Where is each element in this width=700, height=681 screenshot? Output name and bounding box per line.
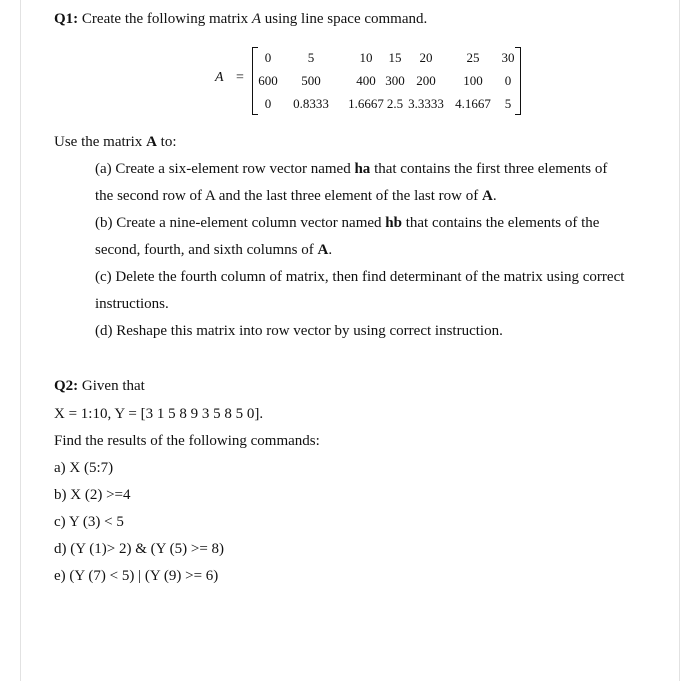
- matrix-cell: 100: [463, 73, 483, 88]
- use-suffix: to:: [160, 134, 177, 150]
- matrix-cell: 25: [466, 50, 480, 65]
- matrix-cell: 300: [385, 73, 405, 88]
- q2-item-d: d) (Y (1)> 2) & (Y (5) >= 8): [54, 541, 225, 557]
- part-c-line-2: instructions.: [95, 296, 169, 312]
- matrix-cell: 0: [264, 96, 272, 111]
- part-b-line-2: second, fourth, and sixth columns of A.: [95, 242, 333, 258]
- q2-heading: [54, 377, 145, 395]
- matrix-cell: 400: [356, 73, 376, 88]
- matrix-cell: 200: [416, 73, 436, 88]
- use-matrix-line: [54, 133, 177, 151]
- matrix-cell: 5: [504, 96, 512, 111]
- q2-given: X = 1:10, Y = [3 1 5 8 9 3 5 8 5 0].: [54, 406, 264, 422]
- q2-item-e: e) (Y (7) < 5) | (Y (9) >= 6): [54, 568, 219, 584]
- part-b-line-1: (b) Create a nine-element column vector named hb that contains the elements of the: [95, 215, 600, 231]
- use-prefix: Use the matrix: [54, 134, 143, 150]
- matrix-lhs: A: [215, 70, 224, 85]
- matrix-cell: 500: [301, 73, 321, 88]
- matrix-cell: 4.1667: [455, 96, 491, 111]
- q2-item-a: a) X (5:7): [54, 460, 114, 476]
- q1-heading: [54, 10, 427, 28]
- matrix-cell: 600: [258, 73, 278, 88]
- matrix-cell: 1.6667: [348, 96, 384, 111]
- matrix-cell: 0: [504, 73, 512, 88]
- part-d-line-1: (d) Reshape this matrix into row vector by using correct instruction.: [95, 323, 503, 339]
- q1-matrix-var: A: [251, 11, 262, 27]
- part-c-line-1: (c) Delete the fourth column of matrix, then find determinant of the matrix using correct: [95, 269, 625, 285]
- q2-find: Find the results of the following commands:: [54, 433, 320, 449]
- matrix-cell: 30: [501, 50, 515, 65]
- q2-item-b: b) X (2) >=4: [54, 487, 131, 503]
- matrix-equals: =: [236, 70, 244, 85]
- part-a-line-2: the second row of A and the last three element of the last row of A.: [95, 188, 497, 204]
- part-a-line-1: (a) Create a six-element row vector named ha that contains the first three elements of: [95, 161, 608, 177]
- matrix-cell: 2.5: [386, 96, 404, 111]
- matrix-cell: 0.8333: [293, 96, 329, 111]
- q1-text: Create the following matrix: [81, 11, 249, 27]
- q2-item-c: c) Y (3) < 5: [54, 514, 124, 530]
- document-page: [20, 0, 680, 681]
- matrix-cell: 5: [307, 50, 315, 65]
- matrix-cell: 20: [419, 50, 433, 65]
- q2-text: Given that: [81, 378, 145, 394]
- use-bold: A: [146, 134, 157, 150]
- matrix-cell: 15: [388, 50, 402, 65]
- q1-label: Q1:: [54, 11, 79, 27]
- matrix-cell: 0: [264, 50, 272, 65]
- matrix-cell: 10: [359, 50, 373, 65]
- matrix-cell: 3.3333: [408, 96, 444, 111]
- q1-text-tail: using line space command.: [264, 11, 428, 27]
- q2-label: Q2:: [54, 378, 79, 394]
